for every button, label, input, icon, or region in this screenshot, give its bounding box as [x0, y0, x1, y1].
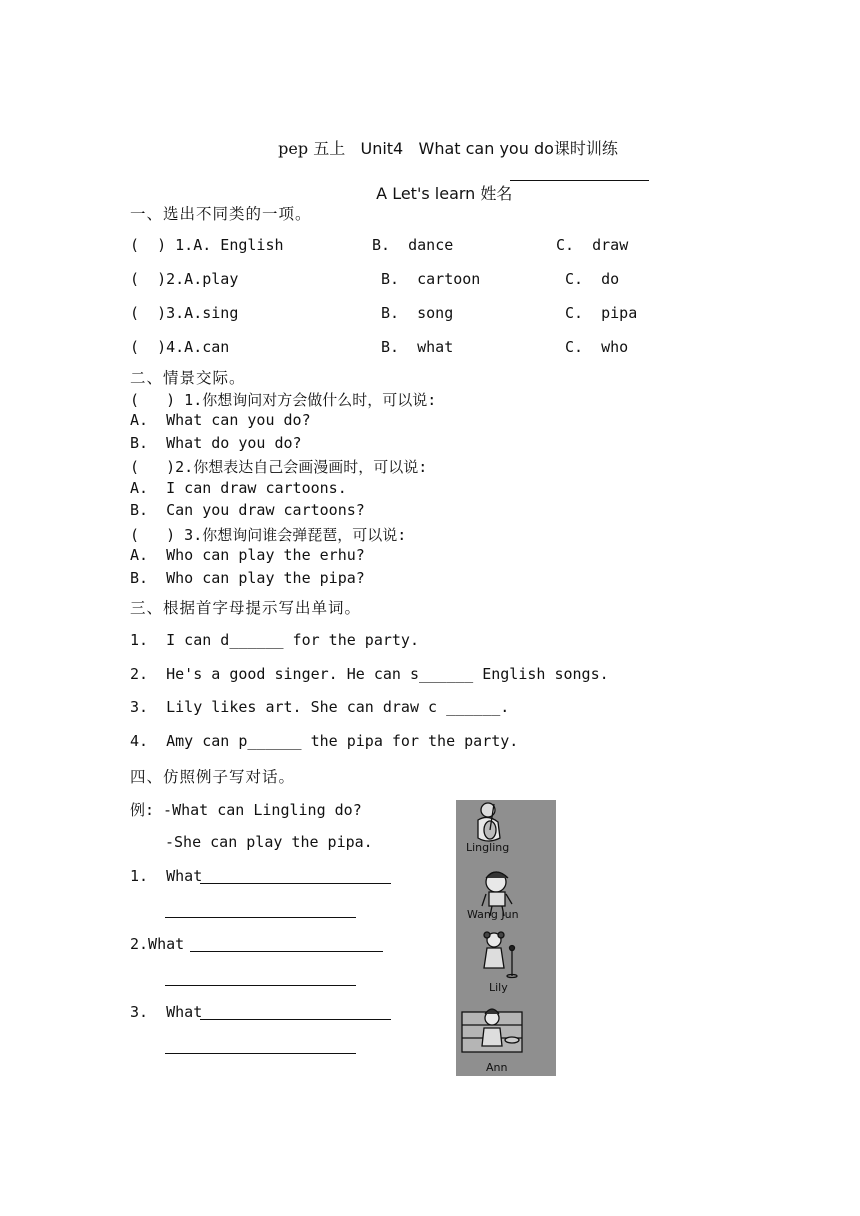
title-unit: Unit4 [360, 139, 404, 158]
q3-answer-line[interactable] [165, 1053, 356, 1054]
name-blank-line[interactable] [510, 180, 649, 181]
example-answer: -She can play the pipa. [165, 833, 373, 851]
s2-line8: A. Who can play the erhu? [130, 546, 365, 564]
page-title [268, 117, 618, 159]
s2-line4: ( )2.你想表达自己会画漫画时，可以说: [130, 458, 428, 476]
s2-line6: B. Can you draw cartoons? [130, 501, 365, 519]
section2-heading: 二、情景交际。 [130, 369, 246, 387]
q1-answer-line[interactable] [165, 917, 356, 918]
s1-item3-b: B. song [381, 304, 454, 322]
s2-line7: ( ) 3.你想询问谁会弹琵琶，可以说: [130, 526, 407, 544]
s2-line5: A. I can draw cartoons. [130, 479, 347, 497]
q2-answer-line[interactable] [165, 985, 356, 986]
ann-figure [462, 1009, 522, 1052]
s1-item3-c: C. pipa [565, 304, 638, 322]
label-wangjun: Wang Jun [467, 908, 519, 921]
q1-question-line[interactable] [200, 883, 391, 884]
s2-line2: A. What can you do? [130, 411, 311, 429]
q2-label: 2.What [130, 935, 185, 953]
s1-item4-b: B. what [381, 338, 454, 356]
s3-line3: 3. Lily likes art. She can draw c ______. [130, 698, 510, 716]
label-lingling: Lingling [466, 841, 510, 854]
title-question: What can you do [418, 139, 554, 158]
label-lily: Lily [489, 981, 508, 994]
q1-label: 1. What [130, 867, 203, 885]
section4-heading: 四、仿照例子写对话。 [130, 768, 296, 786]
s1-item2-c: C. do [565, 270, 620, 288]
label-ann: Ann [486, 1061, 508, 1074]
s1-item4-num: ( )4.A.can [130, 338, 230, 356]
s1-item2-b: B. cartoon [381, 270, 481, 288]
s3-line4: 4. Amy can p______ the pipa for the party. [130, 732, 519, 750]
subtitle-text: A Let's learn 姓名 [376, 184, 513, 203]
example-question: 例: -What can Lingling do? [130, 801, 362, 819]
s1-item1-num: ( ) 1.A. English [130, 236, 284, 254]
s3-line2: 2. He's a good singer. He can s______ English songs. [130, 665, 609, 683]
q3-question-line[interactable] [200, 1019, 391, 1020]
s1-item1-c: C. draw [556, 236, 629, 254]
q2-question-line[interactable] [190, 951, 383, 952]
s3-line1: 1. I can d______ for the party. [130, 631, 419, 649]
s1-item2-num: ( )2.A.play [130, 270, 239, 288]
q3-label: 3. What [130, 1003, 203, 1021]
s2-line3: B. What do you do? [130, 434, 302, 452]
section1-heading: 一、选出不同类的一项。 [130, 205, 312, 223]
s1-item4-c: C. who [565, 338, 629, 356]
s1-item3-num: ( )3.A.sing [130, 304, 239, 322]
title-left: pep 五上 [278, 139, 346, 158]
s2-line9: B. Who can play the pipa? [130, 569, 365, 587]
section3-heading: 三、根据首字母提示写出单词。 [130, 599, 362, 617]
subtitle [366, 162, 512, 204]
title-suffix: 课时训练 [553, 139, 618, 158]
character-picture-strip [456, 800, 556, 1076]
s1-item1-b: B. dance [372, 236, 454, 254]
s2-line1: ( ) 1.你想询问对方会做什么时，可以说: [130, 391, 437, 409]
